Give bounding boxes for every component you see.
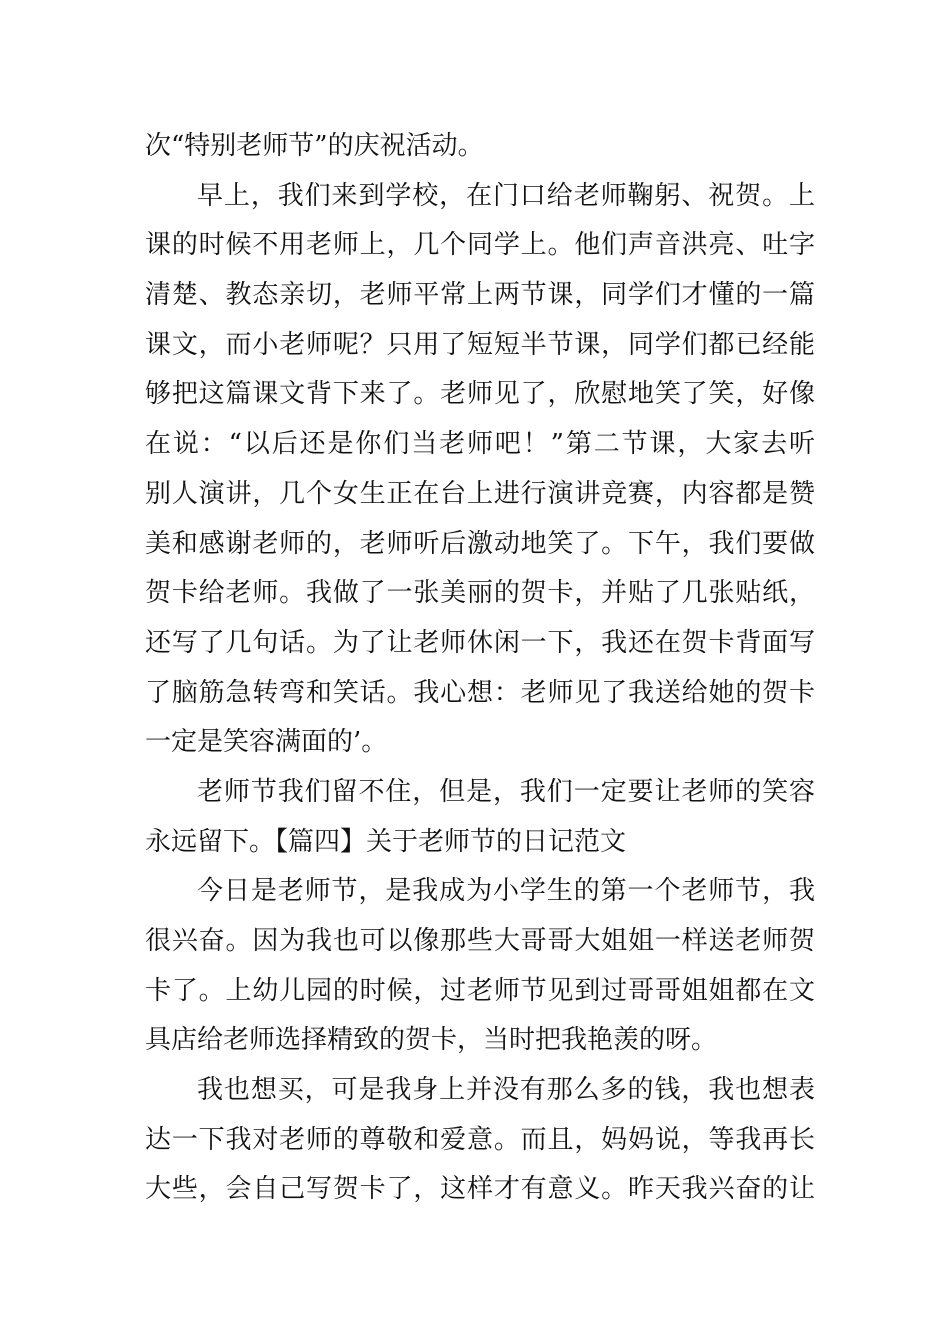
body-text bbox=[145, 122, 815, 1215]
text-line: 卡了。上幼儿园的时候，过老师节见到过哥哥姐姐都在文 bbox=[145, 975, 815, 1006]
text-line: 够把这篇课文背下来了。老师见了，欣慰地笑了笑，好像 bbox=[145, 379, 815, 410]
paragraph-first-line: 早上，我们来到学校，在门口给老师鞠躬、祝贺。上 bbox=[197, 180, 815, 211]
text-line: 次“特别老师节”的庆祝活动。 bbox=[145, 131, 484, 161]
text-line: 课文，而小老师呢？只用了短短半节课，同学们都已经能 bbox=[145, 329, 815, 360]
paragraph-first-line: 老师节我们留不住，但是，我们一定要让老师的笑容 bbox=[197, 776, 815, 807]
text-line: 了脑筋急转弯和笑话。我心想：老师见了我送给她的贺卡 bbox=[145, 677, 815, 708]
text-line: 达一下我对老师的尊敬和爱意。而且，妈妈说，等我再长 bbox=[145, 1124, 815, 1155]
text-line: 在说：“以后还是你们当老师吧！”第二节课，大家去听 bbox=[145, 429, 815, 460]
text-line: 永远留下。【篇四】关于老师节的日记范文 bbox=[145, 826, 627, 857]
text-line: 一定是笑容满面的’。 bbox=[145, 727, 388, 758]
text-line: 大些，会自己写贺卡了，这样才有意义。昨天我兴奋的让 bbox=[145, 1174, 815, 1205]
text-line: 具店给老师选择精致的贺卡，当时把我艳羡的呀。 bbox=[145, 1025, 718, 1056]
text-line: 别人演讲，几个女生正在台上进行演讲竞赛，内容都是赞 bbox=[145, 478, 815, 509]
paragraph-first-line: 今日是老师节，是我成为小学生的第一个老师节，我 bbox=[197, 876, 815, 907]
text-line: 清楚、教态亲切，老师平常上两节课，同学们才懂的一篇 bbox=[145, 280, 815, 311]
paragraph-first-line: 我也想买，可是我身上并没有那么多的钱，我也想表 bbox=[197, 1075, 815, 1106]
text-line: 美和感谢老师的，老师听后激动地笑了。下午，我们要做 bbox=[145, 528, 815, 559]
text-line: 很兴奋。因为我也可以像那些大哥哥大姐姐一样送老师贺 bbox=[145, 926, 815, 956]
text-line: 课的时候不用老师上，几个同学上。他们声音洪亮、吐字 bbox=[145, 230, 815, 261]
text-line: 还写了几句话。为了让老师休闲一下，我还在贺卡背面写 bbox=[145, 627, 815, 658]
text-line: 贺卡给老师。我做了一张美丽的贺卡，并贴了几张贴纸， bbox=[145, 578, 815, 609]
